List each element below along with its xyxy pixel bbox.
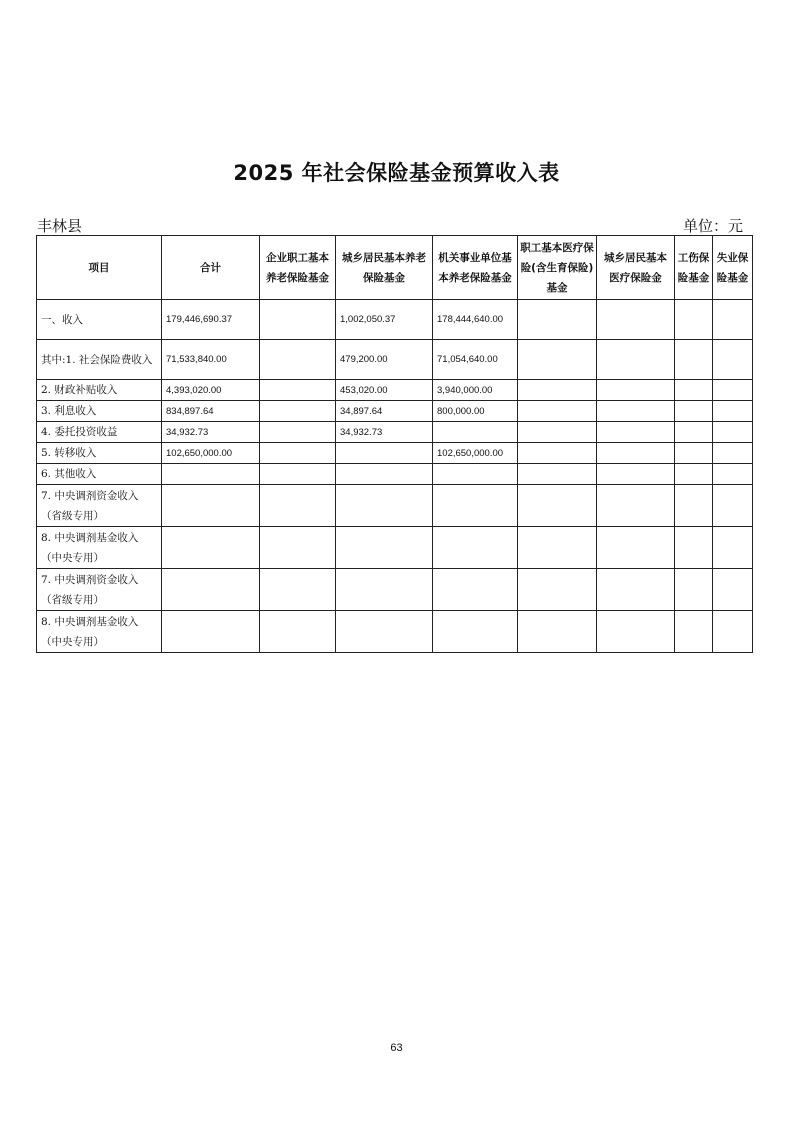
cell-value [162, 611, 260, 653]
cell-value [336, 485, 433, 527]
cell-value [597, 569, 675, 611]
page-number: 63 [390, 1042, 403, 1054]
cell-value: 479,200.00 [336, 340, 433, 380]
row-label: 7. 中央调剂资金收入（省级专用） [37, 569, 162, 611]
cell-value [260, 464, 336, 485]
cell-value [713, 527, 753, 569]
cell-value [162, 485, 260, 527]
cell-value [518, 464, 597, 485]
table-row [37, 611, 753, 653]
cell-value [675, 401, 713, 422]
cell-value [675, 340, 713, 380]
cell-value: 3,940,000.00 [433, 380, 518, 401]
table-row [37, 422, 753, 443]
cell-value [675, 527, 713, 569]
cell-value: 34,897.64 [336, 401, 433, 422]
column-header: 城乡居民基本医疗保险金 [597, 236, 675, 300]
cell-value [433, 527, 518, 569]
cell-value [675, 443, 713, 464]
row-label: 8. 中央调剂基金收入（中央专用） [37, 611, 162, 653]
cell-value [675, 422, 713, 443]
cell-value [518, 340, 597, 380]
cell-value [597, 380, 675, 401]
cell-value: 1,002,050.37 [336, 300, 433, 340]
cell-value [518, 300, 597, 340]
row-label: 7. 中央调剂资金收入（省级专用） [37, 485, 162, 527]
cell-value: 179,446,690.37 [162, 300, 260, 340]
table-row [37, 300, 753, 340]
cell-value [260, 401, 336, 422]
cell-value: 453,020.00 [336, 380, 433, 401]
cell-value [713, 443, 753, 464]
column-header: 企业职工基本养老保险基金 [260, 236, 336, 300]
cell-value [713, 611, 753, 653]
cell-value [675, 569, 713, 611]
cell-value [336, 569, 433, 611]
table-header-row [37, 236, 753, 300]
cell-value [260, 380, 336, 401]
cell-value [260, 527, 336, 569]
cell-value [433, 611, 518, 653]
cell-value [675, 611, 713, 653]
column-header: 机关事业单位基本养老保险基金 [433, 236, 518, 300]
cell-value [713, 569, 753, 611]
cell-value [713, 300, 753, 340]
row-label: 8. 中央调剂基金收入（中央专用） [37, 527, 162, 569]
column-header: 职工基本医疗保险(含生育保险)基金 [518, 236, 597, 300]
cell-value [518, 569, 597, 611]
column-header: 项目 [37, 236, 162, 300]
cell-value [597, 611, 675, 653]
cell-value [260, 611, 336, 653]
table-row [37, 464, 753, 485]
cell-value [713, 380, 753, 401]
cell-value [597, 527, 675, 569]
cell-value [597, 485, 675, 527]
column-header: 失业保险基金 [713, 236, 753, 300]
cell-value [336, 464, 433, 485]
cell-value [713, 464, 753, 485]
cell-value: 102,650,000.00 [433, 443, 518, 464]
cell-value: 34,932.73 [336, 422, 433, 443]
cell-value: 178,444,640.00 [433, 300, 518, 340]
cell-value [675, 380, 713, 401]
column-header: 工伤保险基金 [675, 236, 713, 300]
row-label: 6. 其他收入 [37, 464, 162, 485]
cell-value [518, 380, 597, 401]
row-label: 5. 转移收入 [37, 443, 162, 464]
cell-value: 102,650,000.00 [162, 443, 260, 464]
table-row [37, 527, 753, 569]
cell-value: 71,533,840.00 [162, 340, 260, 380]
table-row [37, 380, 753, 401]
cell-value [260, 340, 336, 380]
table-row [37, 569, 753, 611]
cell-value [675, 485, 713, 527]
county-name: 丰林县 [37, 217, 83, 235]
cell-value [162, 464, 260, 485]
cell-value [260, 443, 336, 464]
cell-value [336, 443, 433, 464]
cell-value [597, 300, 675, 340]
cell-value [433, 569, 518, 611]
cell-value [675, 300, 713, 340]
unit-label: 单位：元 [682, 217, 743, 235]
cell-value: 34,932.73 [162, 422, 260, 443]
cell-value [260, 569, 336, 611]
cell-value [518, 401, 597, 422]
cell-value [713, 401, 753, 422]
table-row [37, 340, 753, 380]
cell-value [260, 300, 336, 340]
cell-value [518, 443, 597, 464]
page-title: 2025 年社会保险基金预算收入表 [233, 161, 560, 185]
budget-income-table [36, 235, 753, 653]
column-header: 城乡居民基本养老保险基金 [336, 236, 433, 300]
cell-value [597, 401, 675, 422]
cell-value [433, 422, 518, 443]
cell-value [336, 611, 433, 653]
cell-value [713, 340, 753, 380]
cell-value [260, 422, 336, 443]
cell-value: 834,897.64 [162, 401, 260, 422]
table-row [37, 443, 753, 464]
cell-value: 800,000.00 [433, 401, 518, 422]
cell-value: 4,393,020.00 [162, 380, 260, 401]
cell-value [518, 485, 597, 527]
table-row [37, 401, 753, 422]
row-label: 其中:1. 社会保险费收入 [37, 340, 162, 380]
cell-value: 71,054,640.00 [433, 340, 518, 380]
row-label: 3. 利息收入 [37, 401, 162, 422]
column-header: 合计 [162, 236, 260, 300]
cell-value [336, 527, 433, 569]
cell-value [597, 340, 675, 380]
cell-value [162, 527, 260, 569]
cell-value [713, 485, 753, 527]
cell-value [518, 527, 597, 569]
cell-value [260, 485, 336, 527]
cell-value [162, 569, 260, 611]
cell-value [518, 422, 597, 443]
table-row [37, 485, 753, 527]
cell-value [433, 464, 518, 485]
row-label: 2. 财政补贴收入 [37, 380, 162, 401]
cell-value [433, 485, 518, 527]
cell-value [597, 422, 675, 443]
cell-value [597, 464, 675, 485]
cell-value [675, 464, 713, 485]
cell-value [518, 611, 597, 653]
cell-value [597, 443, 675, 464]
row-label: 一、收入 [37, 300, 162, 340]
row-label: 4. 委托投资收益 [37, 422, 162, 443]
cell-value [713, 422, 753, 443]
